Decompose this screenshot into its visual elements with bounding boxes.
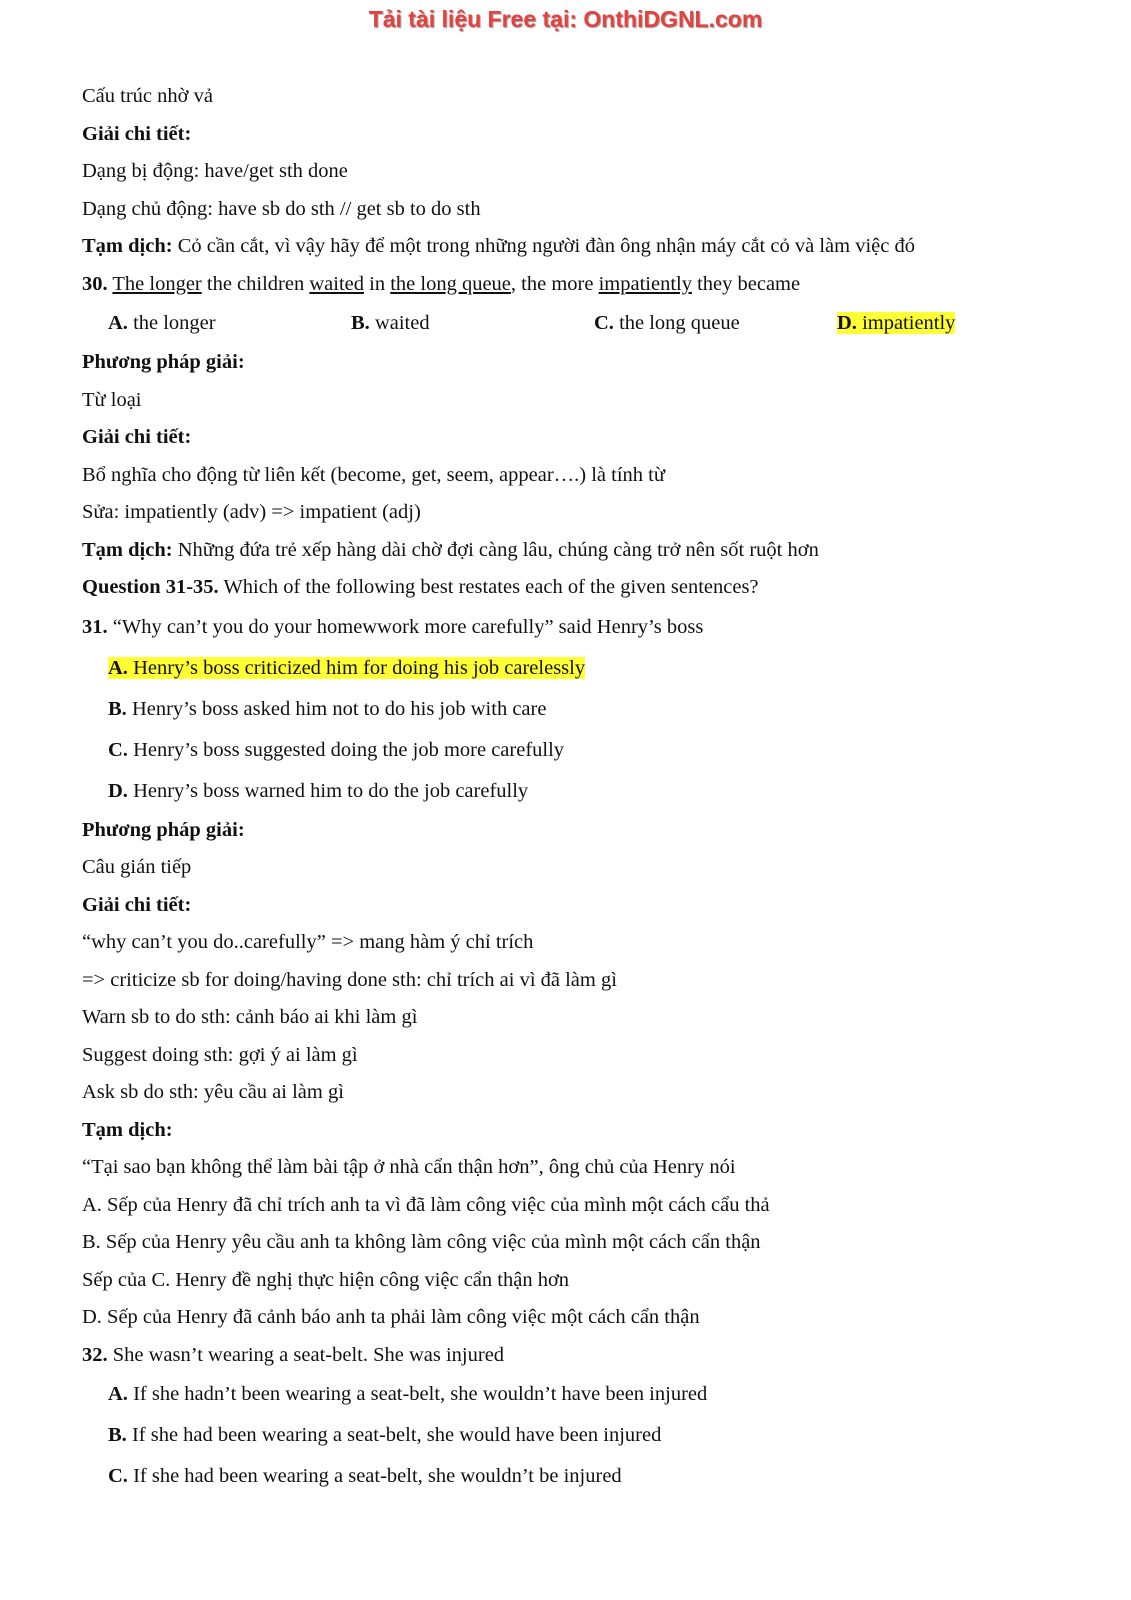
option-b (82, 689, 1082, 730)
text-line: Dạng bị động: have/get sth done (82, 160, 348, 182)
option-letter: B. (351, 312, 370, 334)
section-heading: Phương pháp giải: (82, 351, 245, 373)
underlined-part: The longer (112, 272, 202, 295)
translation-text: Những đứa trẻ xếp hàng dài chờ đợi càng lâu, chúng càng trở nên sốt ruột hơn (172, 538, 819, 561)
question-30 (82, 266, 1082, 304)
text-line: “why can’t you do..carefully” => mang hàm ý chỉ trích (82, 931, 534, 953)
translation-label: Tạm dịch: (82, 538, 173, 561)
question-32 (82, 1337, 1082, 1375)
option-text: the long queue (613, 312, 740, 334)
option-d-correct (837, 303, 1080, 344)
text-line: Warn sb to do sth: cảnh báo ai khi làm gì (82, 1006, 418, 1028)
option-text: If she hadn’t been wearing a seat-belt, she wouldn’t have been injured (127, 1383, 708, 1405)
option-b (351, 303, 594, 344)
text-line: Sửa: impatiently (adv) => impatient (adj) (82, 501, 421, 523)
option-letter: A. (108, 1383, 128, 1405)
question-text: in (364, 272, 391, 295)
option-c (82, 1456, 1082, 1497)
option-text: impatiently (856, 312, 956, 334)
text-line: “Tại sao bạn không thể làm bài tập ở nhà cẩn thận hơn”, ông chủ của Henry nói (82, 1156, 736, 1178)
option-letter: A. (108, 656, 128, 679)
option-text: waited (369, 312, 430, 334)
question-text: “Why can’t you do your homewwork more carefully” said Henry’s boss (107, 615, 704, 638)
text-line: Từ loại (82, 388, 142, 411)
translation-line (82, 532, 1082, 570)
question-number: 30. (82, 272, 108, 295)
q30-options (82, 303, 1082, 344)
option-letter: C. (108, 1465, 128, 1487)
question-text: , the more (510, 272, 599, 295)
text-line: Dạng chủ động: have sb do sth // get sb to do sth (82, 197, 481, 220)
document-body (82, 78, 1082, 1497)
text-line: A. Sếp của Henry đã chỉ trích anh ta vì đã làm công việc của mình một cách cẩu thả (82, 1193, 770, 1216)
option-c (82, 730, 1082, 771)
text-line: Suggest doing sth: gợi ý ai làm gì (82, 1043, 358, 1066)
question-number: 31. (82, 615, 108, 638)
option-a (108, 303, 351, 344)
question-number: 32. (82, 1343, 108, 1366)
text-line: Câu gián tiếp (82, 856, 192, 878)
option-b (82, 1415, 1082, 1456)
option-letter: C. (594, 312, 614, 334)
section-heading: Tạm dịch: (82, 1118, 173, 1141)
question-text: the children (201, 272, 310, 295)
text-line: D. Sếp của Henry đã cảnh báo anh ta phải làm công việc một cách cẩn thận (82, 1306, 700, 1328)
option-letter: B. (108, 1424, 127, 1446)
option-letter: D. (837, 312, 857, 334)
underlined-part: impatiently (598, 272, 692, 295)
question-31 (82, 607, 1082, 648)
question-group-heading (82, 569, 1082, 607)
option-text: the longer (127, 312, 216, 334)
text-line: Ask sb do sth: yêu cầu ai làm gì (82, 1081, 344, 1103)
underlined-part: the long queue (390, 272, 511, 295)
option-text: Henry’s boss criticized him for doing his job carelessly (127, 656, 586, 679)
option-text: Henry’s boss asked him not to do his job with care (126, 697, 547, 720)
text-line: Cấu trúc nhờ vả (82, 85, 213, 107)
question-group-label: Question 31-35. (82, 576, 219, 598)
question-text: She wasn’t wearing a seat-belt. She was injured (107, 1343, 505, 1366)
option-text: If she had been wearing a seat-belt, she wouldn’t be injured (127, 1465, 622, 1487)
option-text: Henry’s boss warned him to do the job carefully (127, 779, 529, 802)
option-text: Henry’s boss suggested doing the job more carefully (127, 738, 565, 761)
option-letter: D. (108, 779, 128, 802)
question-text: they became (691, 272, 801, 295)
translation-text: Cỏ cần cắt, vì vậy hãy để một trong những người đàn ông nhận máy cắt cỏ và làm việc đó (172, 235, 915, 257)
text-line: Sếp của C. Henry đề nghị thực hiện công việc cẩn thận hơn (82, 1268, 570, 1291)
option-letter: C. (108, 738, 128, 761)
site-header-link[interactable]: Tải tài liệu Free tại: OnthiDGNL.com (368, 6, 763, 32)
text-line: Bổ nghĩa cho động từ liên kết (become, get, seem, appear….) là tính từ (82, 463, 665, 486)
translation-line (82, 228, 1082, 266)
option-text: If she had been wearing a seat-belt, she would have been injured (126, 1424, 662, 1446)
section-heading: Giải chi tiết: (82, 893, 192, 916)
section-heading: Phương pháp giải: (82, 818, 245, 841)
underlined-part: waited (309, 272, 365, 295)
option-letter: B. (108, 697, 127, 720)
section-heading: Giải chi tiết: (82, 426, 192, 448)
option-a-correct (82, 648, 1082, 689)
section-heading: Giải chi tiết: (82, 122, 192, 145)
question-group-text: Which of the following best restates each of the given sentences? (218, 576, 759, 598)
text-line: => criticize sb for doing/having done sth: chỉ trích ai vì đã làm gì (82, 968, 617, 991)
option-d (82, 771, 1082, 812)
option-a (82, 1374, 1082, 1415)
option-letter: A. (108, 312, 128, 334)
translation-label: Tạm dịch: (82, 235, 173, 257)
text-line: B. Sếp của Henry yêu cầu anh ta không làm công việc của mình một cách cẩn thận (82, 1231, 761, 1253)
option-c (594, 303, 837, 344)
